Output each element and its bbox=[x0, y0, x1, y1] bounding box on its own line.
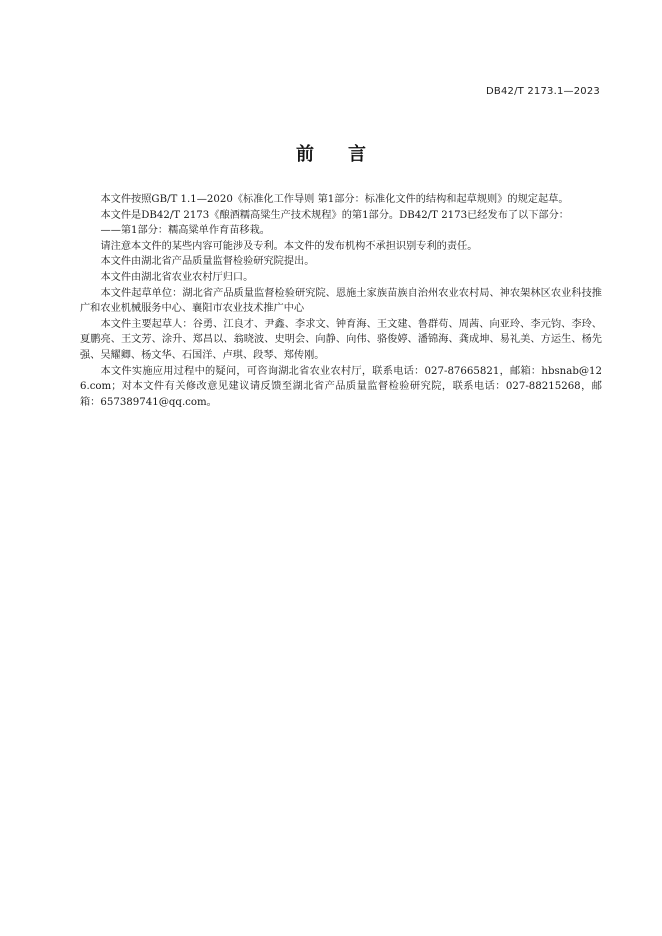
paragraph-drafting-units: 本文件起草单位：湖北省产品质量监督检验研究院、恩施土家族苗族自治州农业农村局、神农架林区农业科技推广和农业机械服务中心、襄阳市农业技术推广中心 bbox=[80, 287, 602, 315]
paragraph-contact-info: 本文件实施应用过程中的疑问，可咨询湖北省农业农村厅，联系电话：027-87665821，邮箱：hbsnab@126.com；对本文件有关修改意见建议请反馈至湖北省产品质量监督检验研究院，联系电话：027-88215268，邮箱：657389741@qq.com。 bbox=[80, 365, 602, 408]
paragraph-drafters: 本文件主要起草人：谷勇、江良才、尹鑫、李求文、钟育海、王文建、鲁群苟、周茜、向亚玲、李元钧、李玲、夏鹏亮、王文芳、涂升、郑昌以、翁晓波、史明会、向静、向伟、骆俊婷、潘锦海、龚成坤、易礼美、方运生、杨先强、吴耀卿、杨文华、石国洋、卢琪、段琴、郑传刚。 bbox=[80, 318, 602, 361]
paragraph-administered-by: 本文件由湖北省农业农村厅归口。 bbox=[100, 271, 254, 283]
document-code: DB42/T 2173.1—2023 bbox=[486, 86, 600, 97]
paragraph-proposed-by: 本文件由湖北省产品质量监督检验研究院提出。 bbox=[100, 256, 315, 268]
paragraph-part-statement: 本文件是DB42/T 2173《酿酒糯高粱生产技术规程》的第1部分。DB42/T 2173已经发布了以下部分： bbox=[100, 209, 569, 221]
paragraph-patent-notice: 请注意本文件的某些内容可能涉及专利。本文件的发布机构不承担识别专利的责任。 bbox=[100, 240, 478, 252]
foreword-body bbox=[80, 192, 602, 410]
paragraph-drafting-rules: 本文件按照GB/T 1.1—2020《标准化工作导则 第1部分：标准化文件的结构和起草规则》的规定起草。 bbox=[100, 194, 569, 205]
page-title: 前言 bbox=[296, 144, 400, 165]
paragraph-part-list: ——第1部分：糯高粱单作育苗移栽。 bbox=[100, 225, 270, 237]
